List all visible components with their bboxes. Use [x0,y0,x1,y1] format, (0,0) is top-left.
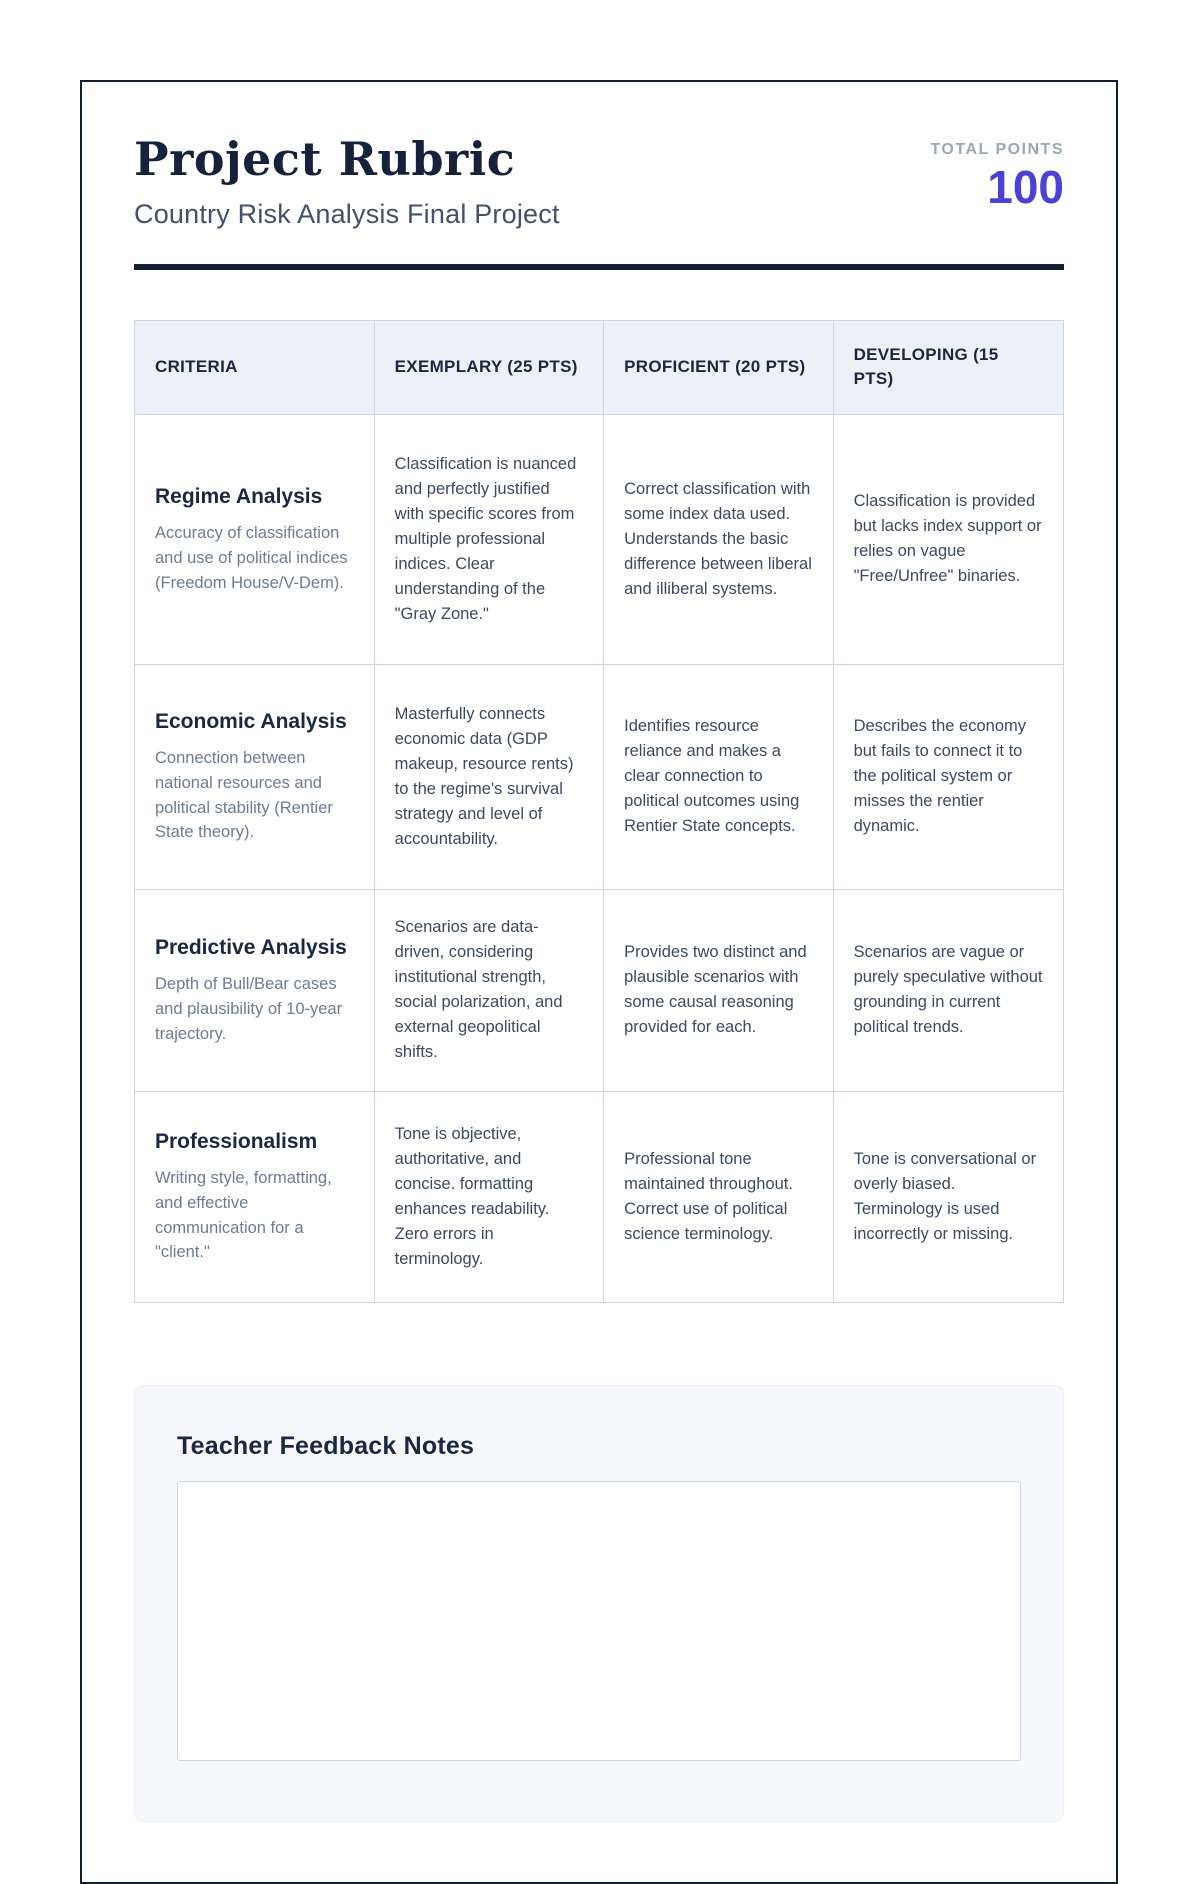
table-row [135,1091,1064,1302]
criterion-name: Predictive Analysis [155,936,347,960]
criterion-cell [135,1091,375,1302]
cell-proficient: Correct classification with some index data used. Understands the basic difference between liberal and illiberal systems. [604,414,833,664]
criterion-name: Regime Analysis [155,485,323,509]
table-row [135,664,1064,889]
header-row [135,320,1064,414]
cell-exemplary: Scenarios are data-driven, considering institutional strength, social polarization, and external geopolitical shifts. [374,889,603,1091]
cell-developing: Tone is conversational or overly biased. Terminology is used incorrectly or missing. [833,1091,1063,1302]
cell-exemplary: Classification is nuanced and perfectly justified with specific scores from multiple professional indices. Clear understanding of the "Gray Zone." [374,414,603,664]
table-row [135,889,1064,1091]
criterion-description: Depth of Bull/Bear cases and plausibility of 10-year trajectory. [155,975,343,1043]
table-row [135,414,1064,664]
cell-proficient: Professional tone maintained throughout. Correct use of political science terminology. [604,1091,833,1302]
cell-developing: Classification is provided but lacks index support or relies on vague "Free/Unfree" binaries. [833,414,1063,664]
header-divider [134,264,1064,270]
criterion-cell [135,664,375,889]
total-points-label: TOTAL POINTS [930,141,1064,158]
feedback-panel [134,1385,1064,1822]
rubric-table-body [135,414,1064,1302]
column-header-proficient: PROFICIENT (20 PTS) [604,320,833,414]
cell-developing: Describes the economy but fails to connect it to the political system or misses the rentier dynamic. [833,664,1063,889]
page-title: Project Rubric [134,132,516,186]
rubric-card [80,80,1118,1884]
cell-exemplary: Masterfully connects economic data (GDP makeup, resource rents) to the regime's survival strategy and level of accountability. [374,664,603,889]
cell-proficient: Provides two distinct and plausible scenarios with some causal reasoning provided for each. [604,889,833,1091]
criterion-cell [135,414,375,664]
total-points-value: 100 [987,161,1064,213]
rubric-table [134,320,1064,1303]
feedback-textarea[interactable] [177,1481,1021,1761]
rubric-table-head [135,320,1064,414]
column-header-criteria: CRITERIA [135,320,375,414]
feedback-heading: Teacher Feedback Notes [177,1431,475,1460]
total-points-block [930,134,1064,211]
cell-developing: Scenarios are vague or purely speculative without grounding in current political trends. [833,889,1063,1091]
page-header-left [134,134,560,230]
criterion-description: Writing style, formatting, and effective communication for a "client." [155,1169,332,1262]
column-header-developing: DEVELOPING (15 PTS) [833,320,1063,414]
criterion-description: Accuracy of classification and use of political indices (Freedom House/V-Dem). [155,524,348,592]
page-header [134,134,1064,230]
page-subtitle: Country Risk Analysis Final Project [134,198,560,229]
column-header-exemplary: EXEMPLARY (25 PTS) [374,320,603,414]
criterion-cell [135,889,375,1091]
criterion-description: Connection between national resources and political stability (Rentier State theory). [155,749,333,842]
cell-exemplary: Tone is objective, authoritative, and concise. formatting enhances readability. Zero errors in terminology. [374,1091,603,1302]
criterion-name: Economic Analysis [155,710,347,734]
cell-proficient: Identifies resource reliance and makes a clear connection to political outcomes using Rentier State concepts. [604,664,833,889]
criterion-name: Professionalism [155,1130,318,1154]
